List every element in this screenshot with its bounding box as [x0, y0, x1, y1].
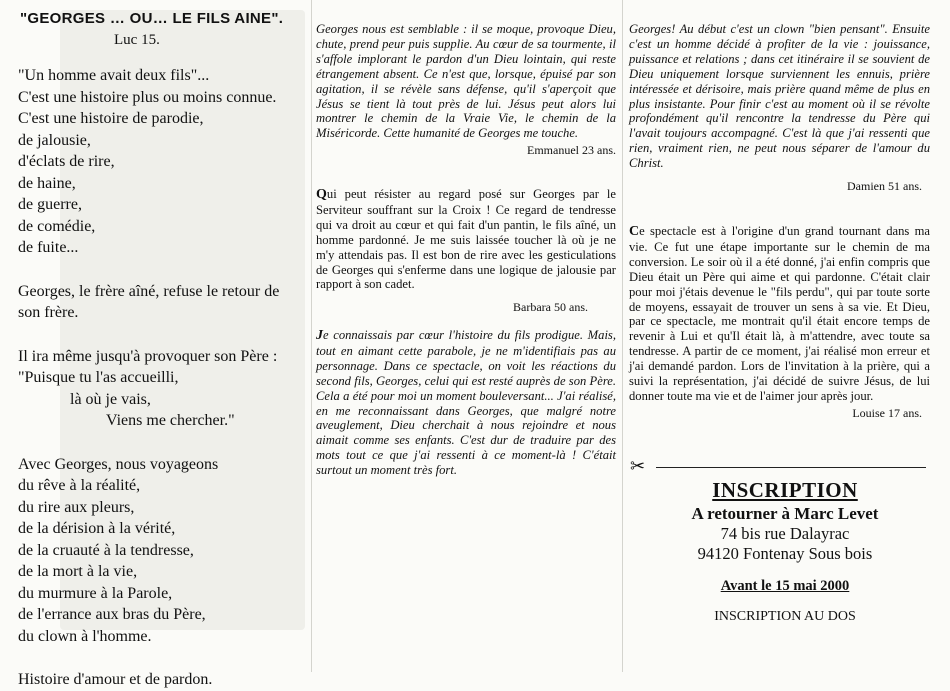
poem-closing: Histoire d'amour et de pardon. — [18, 671, 213, 688]
poem-line: de fuite... — [18, 239, 79, 256]
poem-line: Viens me chercher." — [106, 412, 235, 429]
poem-stanza-3 — [18, 346, 308, 432]
inscription-subtitle: A retourner à Marc Levet — [691, 504, 879, 523]
poem-line: de guerre, — [18, 196, 82, 213]
poem-line: son frère. — [18, 304, 79, 321]
testimony-signature: Barbara 50 ans. — [513, 300, 588, 315]
poem-line: de jalousie, — [18, 131, 91, 149]
drop-cap: Q — [316, 187, 327, 202]
poem-line: Avec Georges, nous voyageons — [18, 455, 219, 473]
drop-cap: J — [316, 328, 323, 343]
poem-line: de la dérision à la vérité, — [18, 520, 176, 537]
inscription-title: INSCRIPTION — [712, 478, 858, 502]
poem-stanza-1 — [18, 65, 308, 259]
testimony-louise — [629, 224, 930, 421]
poem-line: de la mort à la vie, — [18, 563, 138, 580]
fold-line — [311, 0, 312, 672]
testimony-text: ui peut résister au regard posé sur Georges par le Serviteur souffrant sur la Croix ! Ce regard de tendresse qui va droit au cœur et qui fait d'un pantin, le fils aîné, un homme pardonné. Je me suis laissée toucher là où je ne m'y attendais pas. Il est bon de rire avec les gesticulations de Georges qui s'enferme dans une logique de jalousie par rapport à son cadet. — [316, 187, 616, 292]
poem-line: Georges, le frère aîné, refuse le retour de — [18, 282, 280, 300]
poem-line: du clown à l'homme. — [18, 627, 152, 645]
testimony-text: Georges nous est semblable : il se moque, provoque Dieu, chute, prend peur puis supplie. Au cœur de sa tourmente, il s'affole implorant le pardon d'un Dieu lointain, qui reste étrangement absent. Ce n'est que, lorsque, épuisé par son agitation, il se révèle sans défense, qu'il s'aperçoit que Jésus se tient là tout près de lui. Jésus peut alors lui montrer le chemin de la Vraie Vie, le chemin de la Miséricorde. Cette humanité de Georges me touche. — [316, 22, 616, 141]
testimony-signature: Louise 17 ans. — [852, 405, 922, 420]
testimony-signature: Damien 51 ans. — [847, 179, 922, 194]
poem-line: du rêve à la réalité, — [18, 477, 141, 494]
testimony-text: e connaissais par cœur l'histoire du fils prodigue. Mais, tout en aimant cette parabole, je ne m'identifiais pas au personnage. Dans ce spectacle, on voit les réactions du second fils, Georges, celui qui est resté auprès de son Père. Cela a été pour moi un moment bouleversant... J'ai réalisé, en me reconnaissant dans Georges, que malgré notre aveuglement, Dieu cherchait à nous rejoindre et nous aimait comme ses enfants. C'est dur de traduire par des mots tout ce que j'ai ressenti à ce moment-là ! C'était surtout un moment très fort. — [316, 328, 616, 478]
poem-line: "Puisque tu l'as accueilli, — [18, 369, 179, 386]
address-line-1: 74 bis rue Dalayrac — [720, 524, 850, 543]
testimony-damien — [629, 22, 930, 194]
poem-line: du rire aux pleurs, — [18, 498, 135, 516]
testimony-text: Georges! Au début c'est un clown "bien pensant". Ensuite c'est un homme décidé à profiter de la vie : jouissance, puissance et relations ; dans cet itinéraire il se souvient de Dieu uniquement lorsque surviennent les ennuis, prière intéressée et dérisoire, mais prière quand même de plus en plus insistante. Pour finir c'est au moment où il se révolte profondément qu'il rencontre la tendresse du Père qui l'avait toujours accompagné. C'est là que j'ai ressenti que rien, vraiment rien, ne peut nous séparer de l'amour du Christ. — [629, 22, 930, 171]
poem-line: "Un homme avait deux fils"... — [18, 67, 210, 84]
fold-line — [622, 0, 623, 672]
poem-title: "GEORGES … OU… LE FILS AINE". — [20, 10, 284, 27]
poem-line: C'est une histoire plus ou moins connue. — [18, 88, 277, 106]
poem-reference: Luc 15. — [114, 31, 160, 48]
poem-line: de haine, — [18, 174, 76, 192]
inscription-deadline: Avant le 15 mai 2000 — [720, 578, 850, 594]
testimony-signature: Emmanuel 23 ans. — [527, 143, 616, 158]
scissors-icon: ✂ — [630, 456, 646, 476]
testimony-text: e spectacle est à l'origine d'un grand tournant dans ma vie. Ce fut une étape importante sur le chemin de ma conversion. Le soir où il a été donné, j'ai enfin compris que Dieu était un Père qui aime et qui pardonne. C'était clair pour moi j'étais devenue le "fils perdu", qui par toute sorte de moyens, essayait de trouver un sens à sa vie. Et Dieu, par ce spectacle, me montrait qu'il était encore temps de revenir à Lui et qu'Il était là, à m'attendre, avec toute sa tendresse. A partir de ce moment, j'ai réalisé mon erreur et j'ai demandé pardon. Lors de l'invitation à la prière, qui a suivi la représentation, j'ai décidé de suivre Jésus, de lui donner toute ma vie et de l'aimer jour après jour. — [629, 224, 930, 403]
poem-line: de la cruauté à la tendresse, — [18, 541, 194, 559]
poem-line: d'éclats de rire, — [18, 153, 115, 170]
cut-line — [630, 456, 926, 476]
poem-column — [18, 8, 308, 691]
dashed-divider — [656, 467, 926, 468]
poem-line: C'est une histoire de parodie, — [18, 110, 204, 127]
poem-line: de comédie, — [18, 217, 96, 235]
testimony-barbara — [316, 187, 616, 315]
poem-line: du murmure à la Parole, — [18, 584, 173, 602]
testimony-anonymous — [316, 328, 616, 478]
drop-cap: C — [629, 224, 640, 239]
inscription-note: INSCRIPTION AU DOS — [714, 609, 856, 624]
poem-line: là où je vais, — [70, 390, 151, 408]
poem-stanza-2 — [18, 281, 308, 324]
inscription-box — [640, 478, 930, 625]
poem-line: de l'errance aux bras du Père, — [18, 606, 206, 623]
poem-line: Il ira même jusqu'à provoquer son Père : — [18, 347, 278, 365]
poem-stanza-4 — [18, 454, 308, 648]
testimony-emmanuel — [316, 22, 616, 158]
address-line-2: 94120 Fontenay Sous bois — [697, 544, 873, 563]
